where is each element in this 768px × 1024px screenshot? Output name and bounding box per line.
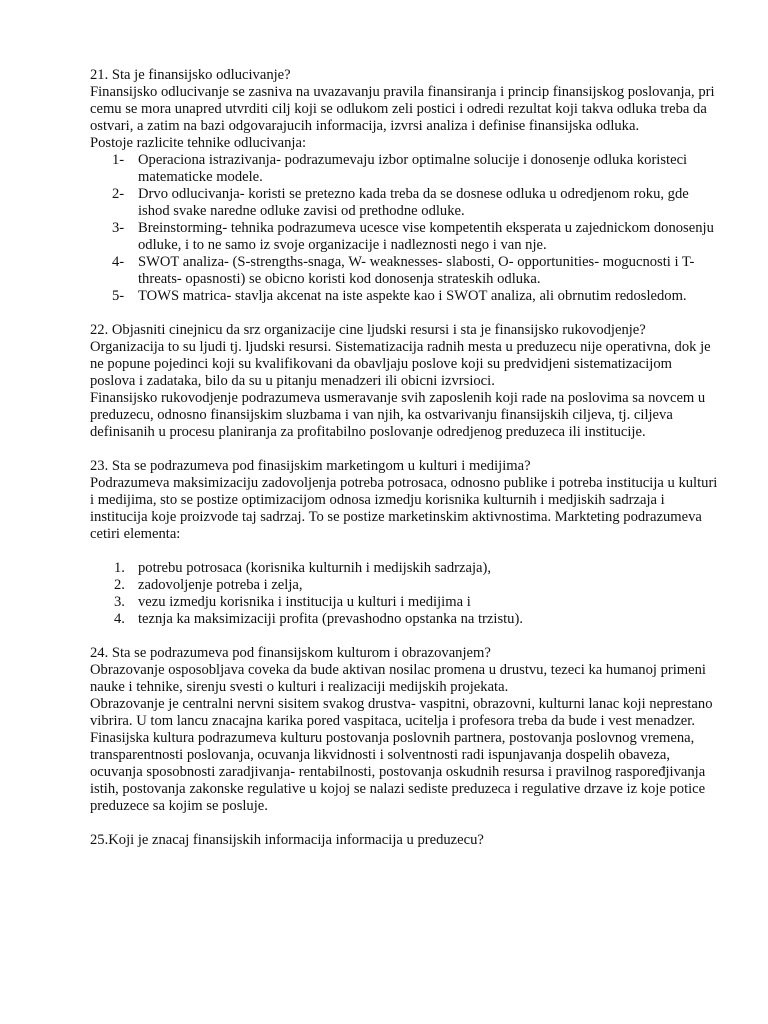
question-24 [90, 645, 720, 815]
answer-paragraph: Organizacija to su ljudi tj. ljudski resursi. Sistematizacija radnih mesta u preduzecu nije operativna, dok je ne popune pojedinci koji su kvalifikovani da obavljaju poslove koji su predvidjeni sistematizacijom poslova i zadataka, bilo da su u pitanju menadzeri ili obicni izvrsioci. [90, 339, 711, 389]
answer-paragraph: Finansijsko odlucivanje se zasniva na uvazavanju pravila finansiranja i princip finansijskog poslovanja, pri cemu se mora unapred utvrditi cilj koji se odlukom zeli postici i odredi rezultat koji takva odluka treba da ostvari, a zatim na bazi odgovarajucih informacija, izvrsi analiza i definise finansijska odluka. [90, 84, 715, 134]
question-25 [90, 832, 720, 849]
question-21 [90, 67, 720, 305]
list-item: 3- Breinstorming- tehnika podrazumeva ucesce vise kompetentih eksperata u zajednickom donosenju odluke, i to ne samo iz svoje organizacije i nadleznosti nego i van nje. [112, 220, 714, 253]
answer-paragraph: Obrazovanje osposobljava coveka da bude aktivan nosilac promena u drustvu, tezeci ka humanoj primeni nauke i tehnike, sirenju svesti o kulturi i realizaciji medijskih projekata. [90, 662, 706, 695]
question-heading: 22. Objasniti cinejnicu da srz organizacije cine ljudski resursi i sta je finansijsko rukovodjenje? [90, 322, 646, 338]
question-heading: 23. Sta se podrazumeva pod finasijskim marketingom u kulturi i medijima? [90, 458, 531, 474]
list-item: 3. vezu izmedju korisnika i institucija u kulturi i medijima i [114, 594, 471, 610]
list-item: 2. zadovoljenje potreba i zelja, [114, 577, 303, 593]
question-heading: 25.Koji je znacaj finansijskih informacija informacija u preduzecu? [90, 832, 484, 848]
list-intro: Postoje razlicite tehnike odlucivanja: [90, 135, 306, 151]
marketing-elements-list [90, 560, 720, 628]
document-page [90, 67, 720, 849]
answer-paragraph: Obrazovanje je centralni nervni sisitem svakog drustva- vaspitni, obrazovni, kulturni lanac koji neprestano vibrira. U tom lancu znacajna karika pored vaspitaca, ucitelja i profesora treba da bude i vest menadzer. [90, 696, 713, 729]
answer-paragraph: Podrazumeva maksimizaciju zadovoljenja potreba potrosaca, odnosno publike i potreba institucija u kulturi i medijima, sto se postize optimizacijom odnosa izmedju korisnika kulturnih i medjiskih sadrzaja i institucija koje proizvode taj sadrzaj. To se postize marketinskim aktivnostima. Markteting podrazumeva cetiri elementa: [90, 475, 718, 542]
question-22 [90, 322, 720, 441]
list-item: 1- Operaciona istrazivanja- podrazumevaju izbor optimalne solucije i donosenje odluka koristeci matematicke modele. [112, 152, 688, 185]
answer-paragraph: Finansijsko rukovodjenje podrazumeva usmeravanje svih zaposlenih koji rade na poslovima sa novcem u preduzecu, odnosno finansijskim sluzbama i van njih, ka ostvarivanju finansijskih ciljeva, tj. ciljeva definisanih u procesu planiranja za profitabilno poslovanje odredjenog preduzeca ili institucije. [90, 390, 706, 440]
list-item: 4- SWOT analiza- (S-strengths-snaga, W- weaknesses- slabosti, O- opportunities- mogucnosti i T- threats- opasnosti) se obicno koristi kod donosenja strateskih odluka. [112, 254, 695, 287]
list-item: 5- TOWS matrica- stavlja akcenat na iste aspekte kao i SWOT analiza, ali obrnutim redosledom. [112, 288, 687, 304]
question-heading: 21. Sta je finansijsko odlucivanje? [90, 67, 291, 83]
answer-paragraph: Finasijska kultura podrazumeva kulturu postovanja poslovnih partnera, postovanja poslovnog vremena, transparentnosti poslovanja, ocuvanja likvidnosti i solventnosti radi ispunjavanja dospelih obaveza, ocuvanja sposobnosti zaradjivanja- rentabilnosti, postovanja oskudnih resursa i pravilnog raspoređjivanja istih, postovanja zakonske regulative u kojoj se nalazi sediste preduzeca i regulative drzave iz koje potice preduzece sa kojim se posluje. [90, 730, 706, 814]
list-item: 2- Drvo odlucivanja- koristi se pretezno kada treba da se dosnese odluka u odredjenom roku, gde ishod svake naredne odluke zavisi od prethodne odluke. [112, 186, 689, 219]
list-item: 4. teznja ka maksimizaciji profita (prevashodno opstanka na trzistu). [114, 611, 523, 627]
question-23 [90, 458, 720, 628]
list-item: 1. potrebu potrosaca (korisnika kulturnih i medijskih sadrzaja), [114, 560, 491, 576]
techniques-list [90, 152, 720, 305]
question-heading: 24. Sta se podrazumeva pod finansijskom kulturom i obrazovanjem? [90, 645, 491, 661]
